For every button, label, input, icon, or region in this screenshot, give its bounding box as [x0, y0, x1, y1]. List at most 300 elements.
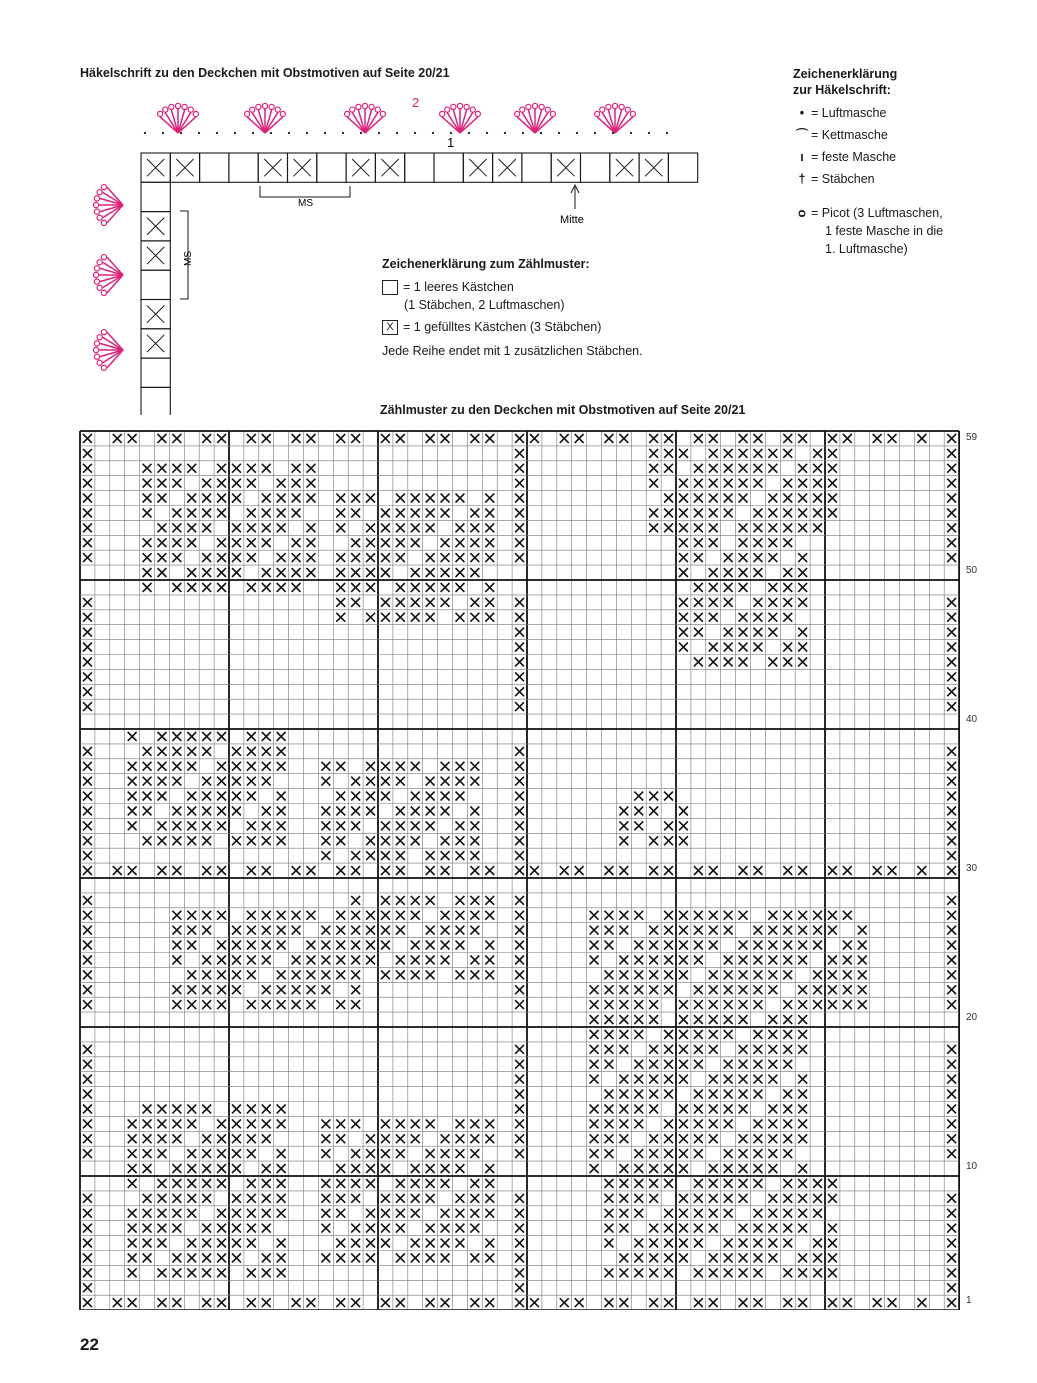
filled-cell-mark [470, 1179, 479, 1188]
filled-cell-mark [351, 1149, 360, 1158]
picot-mark [457, 103, 462, 108]
filled-cell-mark [456, 1194, 465, 1203]
filled-cell-mark [783, 658, 792, 667]
filled-cell-mark [396, 598, 405, 607]
filled-cell-mark [202, 1149, 211, 1158]
chain-stitch-dot [270, 132, 272, 134]
filled-cell-mark [143, 1224, 152, 1233]
filled-cell-mark [664, 449, 673, 458]
filled-cell-mark [426, 1149, 435, 1158]
filled-cell-mark [83, 747, 92, 756]
filled-cell-mark [783, 613, 792, 622]
filled-cell-mark [187, 538, 196, 547]
filled-cell-mark [83, 792, 92, 801]
filled-cell-mark [172, 479, 181, 488]
picot-mark [470, 107, 475, 112]
filled-cell-mark [649, 1179, 658, 1188]
filled-cell-mark [396, 434, 405, 443]
filled-cell-mark [515, 1075, 524, 1084]
filled-cell-mark [262, 1224, 271, 1233]
filled-cell-mark [590, 926, 599, 935]
filled-cell-mark [351, 985, 360, 994]
filled-cell-mark [83, 598, 92, 607]
filled-cell-mark [709, 658, 718, 667]
filled-cell-mark [768, 464, 777, 473]
filled-cell-mark [202, 985, 211, 994]
filled-cell-mark [441, 1209, 450, 1218]
filled-cell-mark [828, 911, 837, 920]
filled-cell-mark [515, 1090, 524, 1099]
filled-cell-mark [679, 1030, 688, 1039]
filled-cell-mark [232, 1254, 241, 1263]
filled-cell-mark [217, 941, 226, 950]
filled-cell-mark [277, 926, 286, 935]
filled-cell-mark [679, 1149, 688, 1158]
filled-cell-mark [128, 866, 137, 875]
filled-cell-mark [947, 1105, 956, 1114]
filled-cell-mark [709, 613, 718, 622]
picot-mark [94, 266, 99, 271]
filled-cell-mark [336, 1179, 345, 1188]
filled-cell-mark [172, 1179, 181, 1188]
filled-cell-mark [128, 821, 137, 830]
filled-cell-mark [172, 911, 181, 920]
filled-cell-mark [247, 777, 256, 786]
filled-cell-mark [619, 1119, 628, 1128]
filled-cell-mark [351, 509, 360, 518]
filled-cell-mark [739, 1239, 748, 1248]
filled-cell-mark [292, 479, 301, 488]
filled-cell-mark [217, 1209, 226, 1218]
filled-cell-mark [724, 1164, 733, 1173]
filled-cell-mark [202, 807, 211, 816]
filled-cell-mark [83, 911, 92, 920]
filled-cell-mark [217, 1000, 226, 1009]
filled-cell-mark [485, 1254, 494, 1263]
row-label-30: 30 [966, 863, 978, 874]
filled-cell-mark [754, 1209, 763, 1218]
filled-cell-mark [381, 538, 390, 547]
filled-cell-mark [128, 1268, 137, 1277]
filled-cell-mark [83, 821, 92, 830]
filled-cell-mark [724, 1000, 733, 1009]
filled-cell-mark [262, 1119, 271, 1128]
filled-cell-mark [143, 479, 152, 488]
filled-cell-mark [739, 538, 748, 547]
filled-cell-mark [768, 1164, 777, 1173]
filled-cell-mark [128, 1298, 137, 1307]
filled-cell-mark [515, 1000, 524, 1009]
filled-cell-mark [664, 956, 673, 965]
filled-cell-mark [485, 866, 494, 875]
filled-cell-mark [739, 1254, 748, 1263]
filled-cell-mark [187, 568, 196, 577]
filled-cell-mark [351, 956, 360, 965]
filled-cell-mark [739, 583, 748, 592]
filled-cell-mark [441, 553, 450, 562]
filled-cell-mark [798, 464, 807, 473]
filled-cell-mark [515, 1149, 524, 1158]
filled-cell-mark [664, 941, 673, 950]
filled-cell-mark [232, 956, 241, 965]
filled-cell-mark [754, 568, 763, 577]
filled-cell-mark [381, 434, 390, 443]
filled-cell-mark [709, 568, 718, 577]
filled-cell-mark [947, 494, 956, 503]
filled-cell-mark [351, 807, 360, 816]
filled-cell-mark [307, 985, 316, 994]
filled-cell-mark [768, 985, 777, 994]
picot-mark [97, 190, 102, 195]
filled-cell-mark [739, 1075, 748, 1084]
filled-cell-mark [202, 568, 211, 577]
filled-cell-mark [590, 1000, 599, 1009]
filled-cell-mark [664, 1149, 673, 1158]
filled-cell-mark [217, 553, 226, 562]
picot-mark [182, 104, 187, 109]
filled-cell-mark [664, 911, 673, 920]
filled-cell-mark [634, 1030, 643, 1039]
filled-cell-mark [798, 1209, 807, 1218]
filled-cell-mark [664, 926, 673, 935]
chain-stitch-dot [522, 132, 524, 134]
filled-cell-mark [858, 926, 867, 935]
filled-cell-mark [202, 747, 211, 756]
filled-cell-mark [158, 1268, 167, 1277]
grid-square [229, 153, 258, 182]
filled-cell-mark [217, 1268, 226, 1277]
filled-cell-mark [768, 970, 777, 979]
filled-cell-mark [619, 836, 628, 845]
filled-cell-mark [411, 1179, 420, 1188]
row-label-20: 20 [966, 1012, 978, 1023]
filled-cell-mark [411, 807, 420, 816]
filled-cell-mark [426, 821, 435, 830]
filled-cell-mark [843, 970, 852, 979]
filled-cell-mark [694, 1134, 703, 1143]
filled-cell-mark [456, 538, 465, 547]
filled-cell-mark [411, 956, 420, 965]
filled-cell-mark [634, 1149, 643, 1158]
filled-square-mark [176, 159, 193, 176]
filled-cell-mark [336, 821, 345, 830]
picot-icon: ᴑ [798, 206, 806, 220]
filled-cell-mark [411, 792, 420, 801]
filled-cell-mark [605, 1239, 614, 1248]
filled-cell-mark [605, 866, 614, 875]
filled-cell-mark [783, 494, 792, 503]
filled-cell-mark [277, 494, 286, 503]
filled-cell-mark [247, 866, 256, 875]
filled-cell-mark [336, 494, 345, 503]
filled-cell-mark [396, 538, 405, 547]
filled-cell-mark [277, 941, 286, 950]
filled-cell-mark [694, 1105, 703, 1114]
filled-cell-mark [679, 1105, 688, 1114]
filled-cell-mark [83, 896, 92, 905]
filled-cell-mark [187, 732, 196, 741]
filled-cell-mark [798, 1105, 807, 1114]
filled-cell-mark [217, 1239, 226, 1248]
filled-cell-mark [366, 777, 375, 786]
filled-cell-mark [381, 509, 390, 518]
filled-cell-mark [813, 1239, 822, 1248]
filled-cell-mark [709, 1298, 718, 1307]
picot-mark [97, 335, 102, 340]
filled-cell-mark [768, 1045, 777, 1054]
filled-cell-mark [709, 643, 718, 652]
filled-cell-mark [202, 956, 211, 965]
filled-cell-mark [396, 1224, 405, 1233]
filled-cell-mark [485, 538, 494, 547]
filled-cell-mark [411, 762, 420, 771]
filled-cell-mark [828, 956, 837, 965]
filled-cell-mark [828, 1239, 837, 1248]
filled-cell-mark [262, 1134, 271, 1143]
filled-cell-mark [664, 1090, 673, 1099]
filled-cell-mark [277, 985, 286, 994]
filled-cell-mark [143, 1209, 152, 1218]
filled-cell-mark [187, 1000, 196, 1009]
filled-cell-mark [321, 1254, 330, 1263]
filled-cell-mark [783, 538, 792, 547]
filled-cell-mark [366, 494, 375, 503]
filled-cell-mark [336, 762, 345, 771]
filled-cell-mark [798, 1045, 807, 1054]
filled-cell-mark [634, 970, 643, 979]
filled-cell-mark [590, 985, 599, 994]
filled-cell-mark [590, 911, 599, 920]
filled-cell-mark [396, 851, 405, 860]
filled-cell-mark [694, 1030, 703, 1039]
filled-cell-mark [336, 1119, 345, 1128]
filled-cell-mark [664, 494, 673, 503]
filled-cell-mark [739, 1179, 748, 1188]
filled-cell-mark [813, 911, 822, 920]
filled-cell-mark [187, 509, 196, 518]
filled-cell-mark [709, 941, 718, 950]
filled-cell-mark [768, 1119, 777, 1128]
filled-cell-mark [649, 1015, 658, 1024]
filled-cell-mark [366, 1239, 375, 1248]
filled-cell-mark [515, 687, 524, 696]
filled-cell-mark [813, 449, 822, 458]
filled-cell-mark [187, 1119, 196, 1128]
filled-cell-mark [605, 970, 614, 979]
filled-cell-mark [694, 1060, 703, 1069]
filled-cell-mark [828, 1224, 837, 1233]
filled-cell-mark [143, 568, 152, 577]
chain-stitch-dot [216, 132, 218, 134]
filled-cell-mark [396, 553, 405, 562]
filled-cell-mark [828, 464, 837, 473]
filled-cell-mark [828, 985, 837, 994]
picot-mark [193, 111, 198, 116]
filled-cell-mark [724, 1194, 733, 1203]
filled-cell-mark [83, 1060, 92, 1069]
filled-cell-mark [783, 1179, 792, 1188]
filled-cell-mark [83, 926, 92, 935]
filled-cell-mark [947, 1209, 956, 1218]
filled-cell-mark [634, 1075, 643, 1084]
filled-cell-mark [426, 956, 435, 965]
filled-square-mark [147, 218, 164, 235]
filled-cell-mark [336, 792, 345, 801]
filled-cell-mark [172, 762, 181, 771]
filled-cell-mark [381, 911, 390, 920]
filled-cell-mark [619, 1254, 628, 1263]
filled-square-mark [147, 247, 164, 264]
filled-cell-mark [798, 523, 807, 532]
filled-cell-mark [709, 538, 718, 547]
row-label-59: 59 [966, 432, 978, 443]
filled-cell-mark [187, 1254, 196, 1263]
filled-cell-mark [83, 479, 92, 488]
filled-cell-mark [396, 970, 405, 979]
filled-cell-mark [262, 538, 271, 547]
filled-cell-mark [947, 509, 956, 518]
filled-cell-mark [739, 494, 748, 503]
filled-cell-mark [83, 643, 92, 652]
filled-cell-mark [128, 1119, 137, 1128]
chart-legend [382, 256, 643, 360]
filled-cell-mark [724, 568, 733, 577]
filled-cell-mark [158, 1119, 167, 1128]
filled-cell-mark [709, 583, 718, 592]
filled-cell-mark [768, 598, 777, 607]
filled-cell-mark [664, 792, 673, 801]
filled-cell-mark [515, 628, 524, 637]
filled-cell-mark [202, 583, 211, 592]
filled-cell-mark [485, 956, 494, 965]
filled-cell-mark [768, 628, 777, 637]
filled-cell-mark [143, 1105, 152, 1114]
filled-cell-mark [754, 434, 763, 443]
filled-cell-mark [307, 1000, 316, 1009]
filled-cell-mark [351, 568, 360, 577]
filled-cell-mark [143, 1164, 152, 1173]
filled-cell-mark [619, 1030, 628, 1039]
filled-cell-mark [158, 821, 167, 830]
filled-cell-mark [739, 643, 748, 652]
filled-cell-mark [619, 866, 628, 875]
filled-cell-mark [515, 643, 524, 652]
filled-cell-mark [679, 568, 688, 577]
filled-cell-mark [277, 1000, 286, 1009]
chart-legend-filled-text: = 1 gefülltes Kästchen (3 Stäbchen) [403, 320, 602, 334]
filled-cell-mark [411, 941, 420, 950]
filled-cell-mark [411, 1254, 420, 1263]
filled-cell-mark [366, 583, 375, 592]
filled-cell-mark [128, 762, 137, 771]
filled-square-mark [557, 159, 574, 176]
filled-cell-mark [187, 1194, 196, 1203]
filled-cell-mark [739, 956, 748, 965]
filled-cell-mark [783, 583, 792, 592]
filled-cell-mark [232, 1164, 241, 1173]
filled-cell-mark [381, 1224, 390, 1233]
filled-cell-mark [619, 985, 628, 994]
filled-cell-mark [605, 1105, 614, 1114]
filled-cell-mark [739, 613, 748, 622]
filled-cell-mark [128, 434, 137, 443]
filled-cell-mark [247, 970, 256, 979]
filled-cell-mark [649, 1224, 658, 1233]
filled-cell-mark [143, 836, 152, 845]
filled-cell-mark [232, 985, 241, 994]
filled-cell-mark [783, 1268, 792, 1277]
filled-cell-mark [351, 1000, 360, 1009]
filled-cell-mark [664, 464, 673, 473]
filled-cell-mark [83, 1209, 92, 1218]
filled-cell-mark [709, 866, 718, 875]
filled-cell-mark [441, 792, 450, 801]
filled-cell-mark [724, 464, 733, 473]
filled-cell-mark [694, 1090, 703, 1099]
ms-label-side: MS [183, 251, 194, 266]
filled-cell-mark [426, 896, 435, 905]
filled-cell-mark [321, 985, 330, 994]
filled-cell-mark [217, 1164, 226, 1173]
filled-cell-mark [754, 985, 763, 994]
legend-item-text: = Luftmasche [811, 106, 887, 120]
filled-cell-mark [947, 479, 956, 488]
filled-cell-mark [172, 1268, 181, 1277]
filled-cell-mark [172, 523, 181, 532]
picot-mark [612, 103, 617, 108]
filled-cell-mark [232, 553, 241, 562]
filled-cell-mark [292, 911, 301, 920]
filled-cell-mark [530, 1298, 539, 1307]
filled-cell-mark [798, 1134, 807, 1143]
filled-cell-mark [783, 523, 792, 532]
filled-cell-mark [947, 702, 956, 711]
filled-cell-mark [649, 807, 658, 816]
filled-cell-mark [470, 836, 479, 845]
filled-cell-mark [754, 613, 763, 622]
filled-cell-mark [947, 1000, 956, 1009]
filled-cell-mark [262, 807, 271, 816]
filled-cell-mark [739, 464, 748, 473]
filled-cell-mark [649, 1298, 658, 1307]
filled-cell-mark [336, 434, 345, 443]
filled-cell-mark [783, 866, 792, 875]
filled-cell-mark [217, 1298, 226, 1307]
filled-cell-mark [947, 672, 956, 681]
filled-cell-mark [619, 970, 628, 979]
filled-cell-mark [709, 509, 718, 518]
filled-cell-mark [396, 926, 405, 935]
filled-cell-mark [321, 956, 330, 965]
filled-cell-mark [739, 1298, 748, 1307]
filled-cell-mark [947, 1283, 956, 1292]
filled-cell-mark [217, 911, 226, 920]
filled-cell-mark [187, 1149, 196, 1158]
filled-cell-mark [813, 970, 822, 979]
filled-cell-mark [292, 434, 301, 443]
filled-cell-mark [158, 494, 167, 503]
filled-cell-mark [202, 777, 211, 786]
filled-cell-mark [292, 464, 301, 473]
filled-cell-mark [381, 792, 390, 801]
filled-cell-mark [798, 1000, 807, 1009]
filled-cell-mark [351, 583, 360, 592]
filled-cell-mark [724, 1179, 733, 1188]
filled-cell-mark [247, 762, 256, 771]
filled-cell-mark [813, 1254, 822, 1263]
filled-cell-mark [351, 911, 360, 920]
picot-mark [380, 111, 385, 116]
